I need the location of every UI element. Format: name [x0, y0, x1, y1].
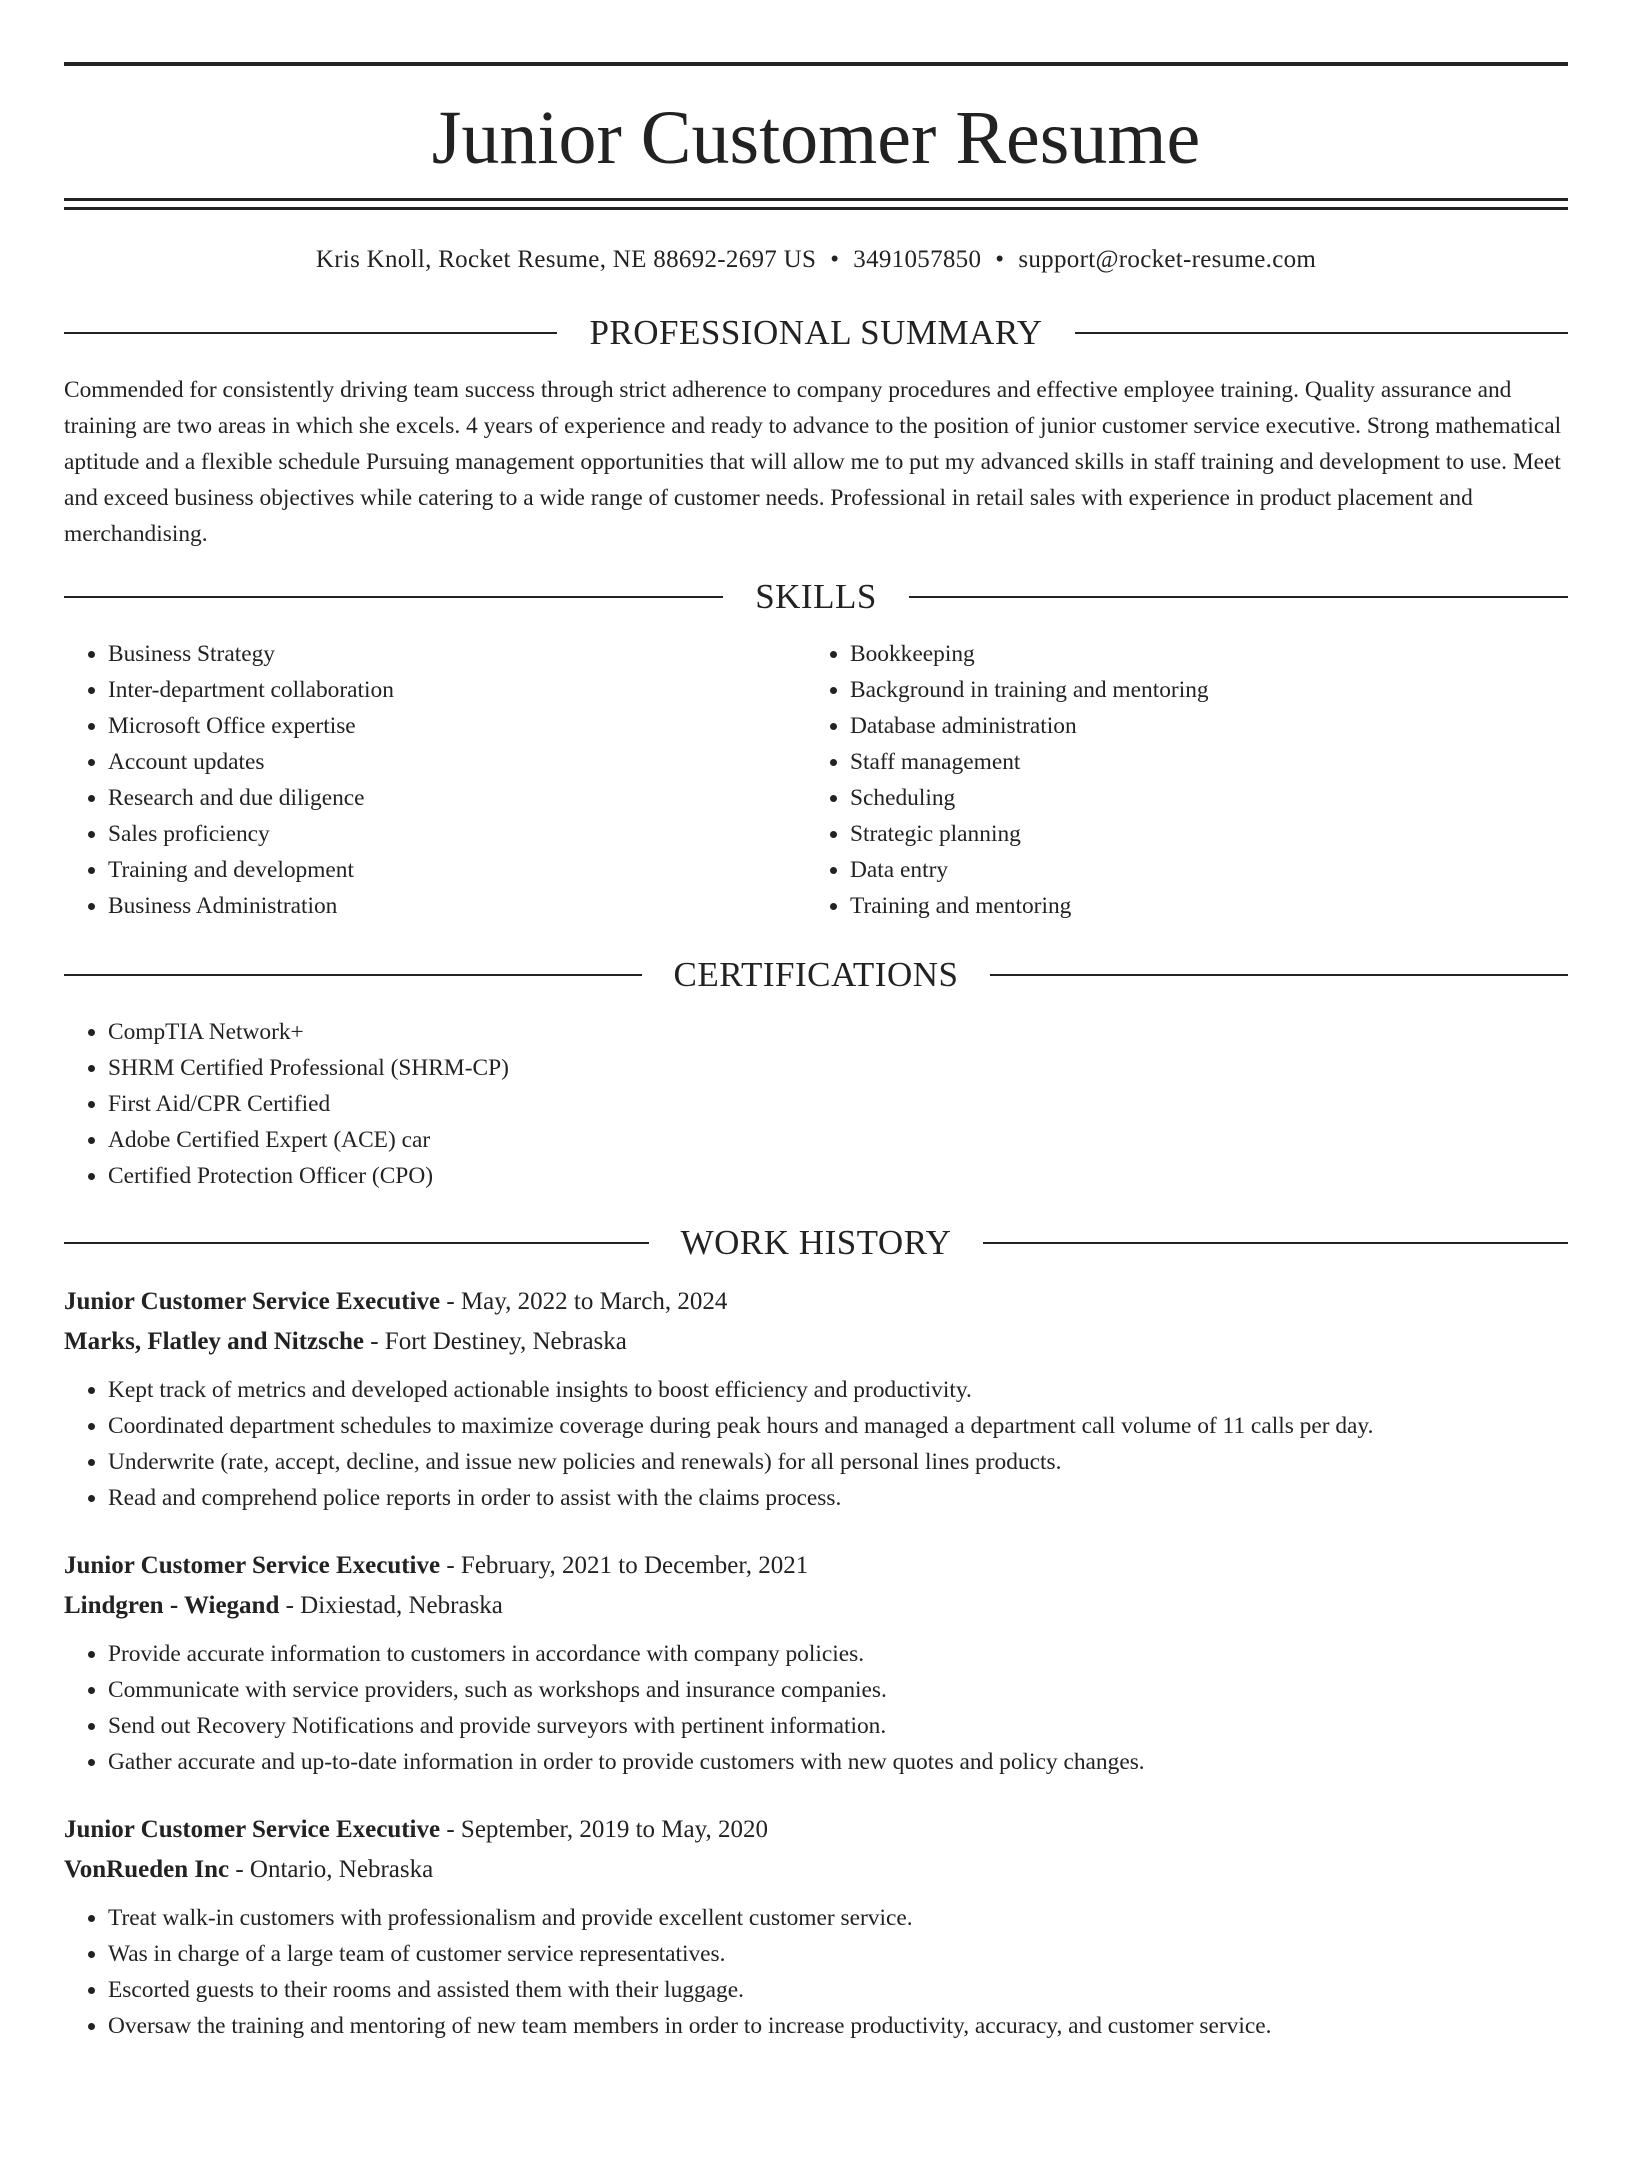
skill-item: • Business Strategy [108, 636, 806, 672]
job-dates: - May, 2022 to March, 2024 [440, 1288, 728, 1315]
job-company: VonRueden Inc [64, 1856, 230, 1883]
job-duty-item: • Escorted guests to their rooms and assisted them with their luggage. [108, 1972, 1568, 2008]
contact-phone: 3491057850 [853, 246, 982, 273]
section-label: WORK HISTORY [680, 1223, 952, 1262]
section-heading-work-history [64, 1220, 1568, 1266]
resume-title: Junior Customer Resume [431, 96, 1201, 180]
job-duty-item: • Was in charge of a large team of customer service representatives. [108, 1936, 1568, 1972]
job-entry [64, 1810, 1568, 2044]
job-dates: - September, 2019 to May, 2020 [440, 1816, 768, 1843]
job-company-line [64, 1322, 1568, 1362]
job-duty-item: • Underwrite (rate, accept, decline, and issue new policies and renewals) for all personal lines products. [108, 1444, 1568, 1480]
job-duty-item: • Treat walk-in customers with professionalism and provide excellent customer service. [108, 1900, 1568, 1936]
skill-item: • Scheduling [850, 780, 1548, 816]
certifications-list [64, 1014, 1568, 1194]
work-history [64, 1282, 1568, 2044]
job-location: - Dixiestad, Nebraska [279, 1592, 503, 1619]
skill-item: • Data entry [850, 852, 1548, 888]
job-company: Lindgren - Wiegand [64, 1592, 280, 1619]
skills-list-left [64, 636, 806, 924]
skill-item: • Research and due diligence [108, 780, 806, 816]
job-company: Marks, Flatley and Nitzsche [64, 1328, 364, 1355]
certification-item: • CompTIA Network+ [108, 1014, 1568, 1050]
section-label: PROFESSIONAL SUMMARY [589, 313, 1043, 352]
job-entry [64, 1546, 1568, 1780]
job-duty-item: • Send out Recovery Notifications and provide surveyors with pertinent information. [108, 1708, 1568, 1744]
job-duty-item: • Read and comprehend police reports in order to assist with the claims process. [108, 1480, 1568, 1516]
section-heading-summary [64, 310, 1568, 356]
contact-separator: • [830, 246, 840, 273]
contact-address: Kris Knoll, Rocket Resume, NE 88692-2697 US [315, 246, 817, 273]
job-title-line [64, 1546, 1568, 1586]
job-duty-item: • Communicate with service providers, such as workshops and insurance companies. [108, 1672, 1568, 1708]
certification-item: • Adobe Certified Expert (ACE) car [108, 1122, 1568, 1158]
certification-item: • Certified Protection Officer (CPO) [108, 1158, 1568, 1194]
contact-email: support@rocket-resume.com [1018, 246, 1317, 273]
job-duties-list [64, 1636, 1568, 1780]
job-entry [64, 1282, 1568, 1516]
certification-item: • SHRM Certified Professional (SHRM-CP) [108, 1050, 1568, 1086]
job-company-line [64, 1850, 1568, 1890]
job-title-line [64, 1282, 1568, 1322]
skill-item: • Bookkeeping [850, 636, 1548, 672]
top-rule [64, 62, 1568, 66]
job-company-line [64, 1586, 1568, 1626]
resume-page [64, 62, 1568, 2044]
skill-item: • Staff management [850, 744, 1548, 780]
section-label: CERTIFICATIONS [673, 955, 959, 994]
job-dates: - February, 2021 to December, 2021 [440, 1552, 809, 1579]
skill-item: • Sales proficiency [108, 816, 806, 852]
job-title: Junior Customer Service Executive [64, 1816, 441, 1843]
job-duty-item: • Kept track of metrics and developed actionable insights to boost efficiency and productivity. [108, 1372, 1568, 1408]
section-heading-skills [64, 574, 1568, 620]
certification-item: • First Aid/CPR Certified [108, 1086, 1568, 1122]
section-label: SKILLS [755, 577, 877, 616]
job-duties-list [64, 1900, 1568, 2044]
skill-item: • Strategic planning [850, 816, 1548, 852]
skills-columns [64, 636, 1568, 924]
title-double-rule [64, 198, 1568, 210]
job-duty-item: • Coordinated department schedules to maximize coverage during peak hours and managed a department call volume of 11 calls per day. [108, 1408, 1568, 1444]
skill-item: • Background in training and mentoring [850, 672, 1548, 708]
professional-summary: Commended for consistently driving team success through strict adherence to company procedures and effective employee training. Quality assurance and training are two areas in which she excels. 4 years of experience and ready to advance to the position of junior customer service executive. Strong mathematical aptitude and a flexible schedule Pursuing management opportunities that will allow me to put my advanced skills in staff training and development to use. Meet and exceed business objectives while catering to a wide range of customer needs. Professional in retail sales with experience in product placement and merchandising. [64, 377, 1562, 547]
job-duty-item: • Oversaw the training and mentoring of new team members in order to increase productivity, accuracy, and customer service. [108, 2008, 1568, 2044]
contact-line [64, 246, 1568, 280]
skill-item: • Database administration [850, 708, 1548, 744]
skill-item: • Training and development [108, 852, 806, 888]
job-duty-item: • Gather accurate and up-to-date information in order to provide customers with new quotes and policy changes. [108, 1744, 1568, 1780]
skill-item: • Microsoft Office expertise [108, 708, 806, 744]
skill-item: • Account updates [108, 744, 806, 780]
job-location: - Ontario, Nebraska [229, 1856, 434, 1883]
job-title-line [64, 1810, 1568, 1850]
section-heading-certifications [64, 952, 1568, 998]
job-title: Junior Customer Service Executive [64, 1288, 441, 1315]
job-location: - Fort Destiney, Nebraska [363, 1328, 627, 1355]
contact-separator: • [995, 246, 1005, 273]
skill-item: • Training and mentoring [850, 888, 1548, 924]
skills-list-right [806, 636, 1548, 924]
job-duties-list [64, 1372, 1568, 1516]
skill-item: • Business Administration [108, 888, 806, 924]
job-title: Junior Customer Service Executive [64, 1552, 441, 1579]
job-duty-item: • Provide accurate information to customers in accordance with company policies. [108, 1636, 1568, 1672]
skill-item: • Inter-department collaboration [108, 672, 806, 708]
